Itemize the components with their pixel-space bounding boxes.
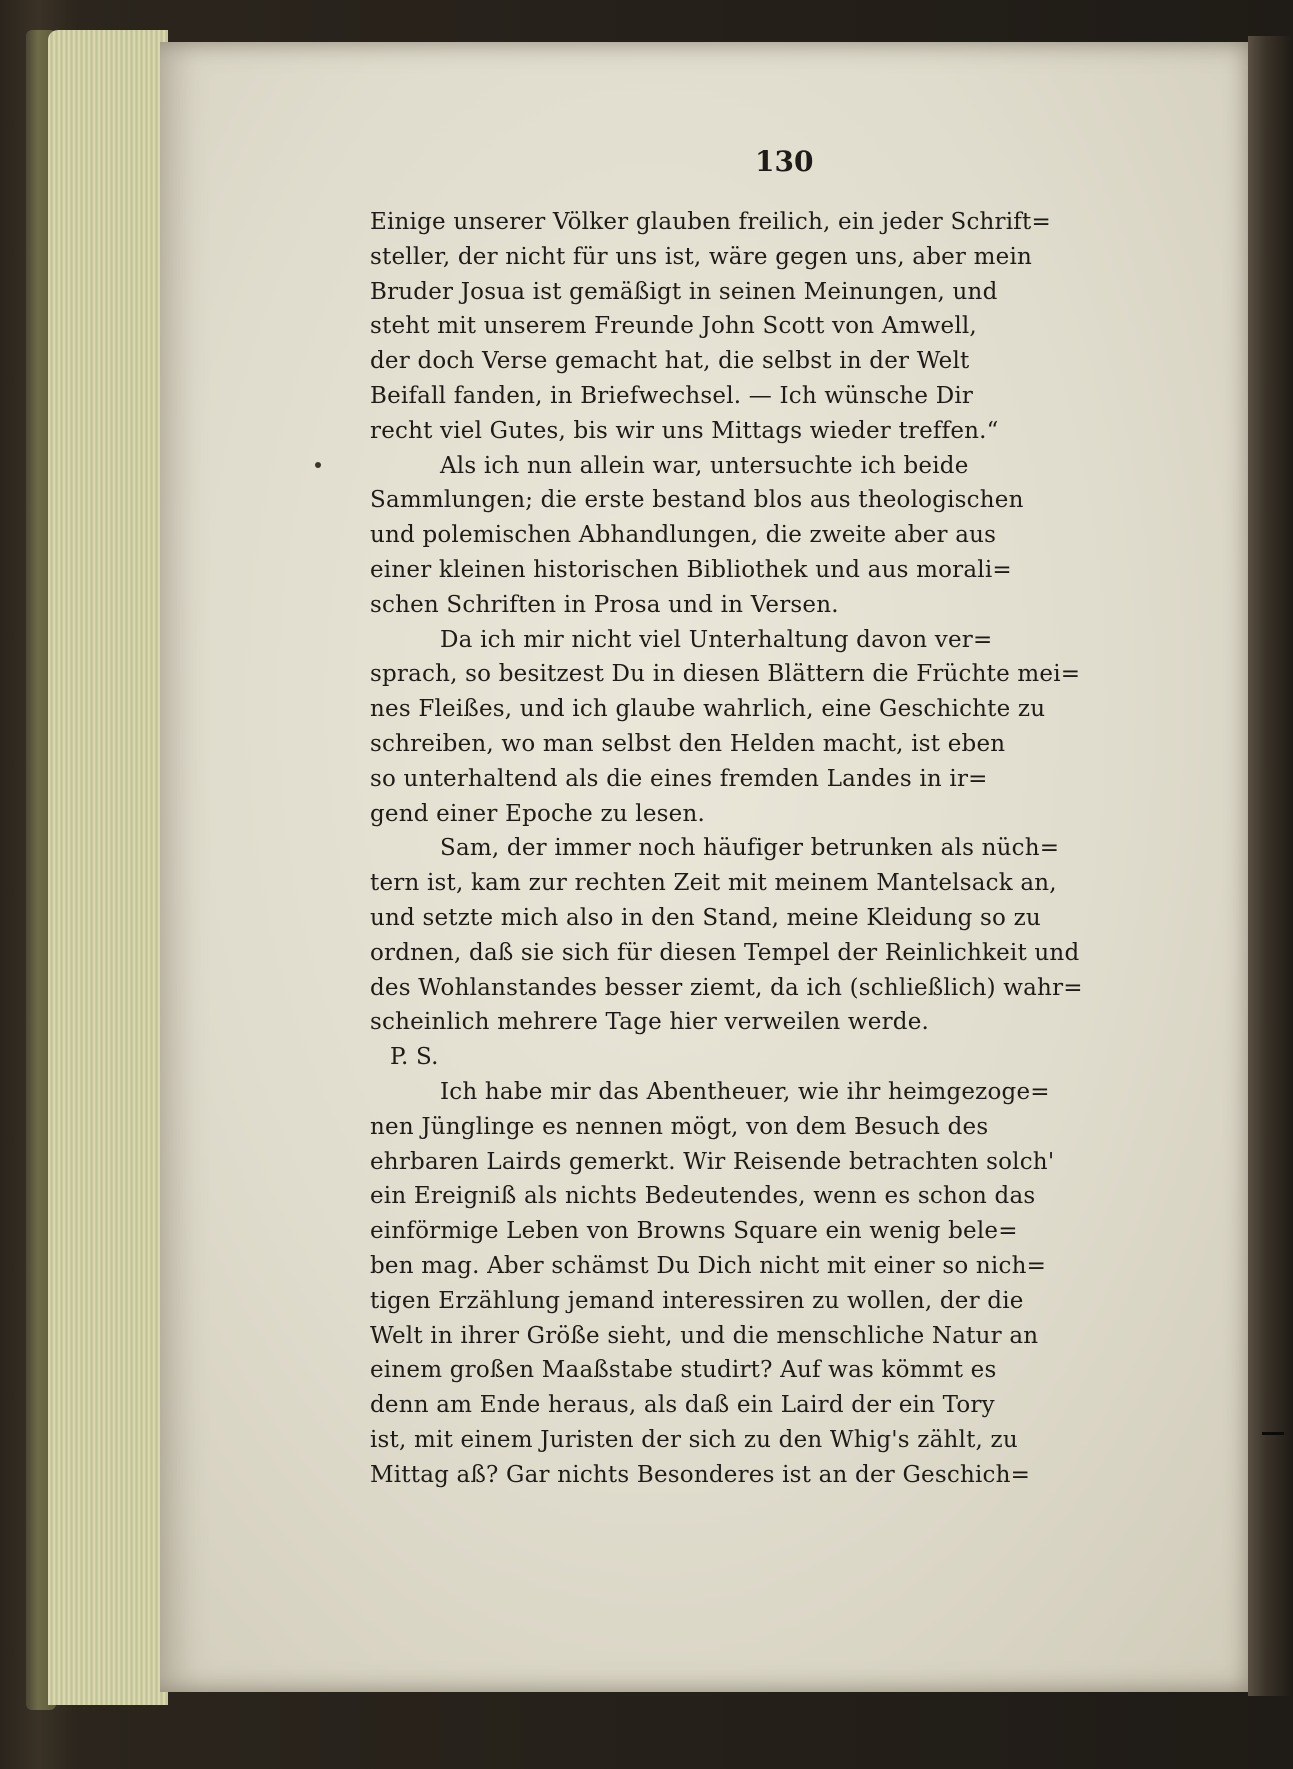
text-line: tern ist, kam zur rechten Zeit mit meinem Mantelsack an,	[370, 870, 1057, 897]
page-number: 130	[755, 145, 814, 178]
text-line: einer kleinen historischen Bibliothek und aus morali=	[370, 556, 1012, 583]
text-line: nes Fleißes, und ich glaube wahrlich, eine Geschichte zu	[370, 696, 1046, 723]
text-line: tigen Erzählung jemand interessiren zu wollen, der die	[370, 1287, 1024, 1314]
body-text	[370, 205, 1190, 1492]
page-edge-mark	[1262, 1432, 1284, 1435]
text-line: Einige unserer Völker glauben freilich, ein jeder Schrift=	[370, 209, 1051, 235]
page-right-shadow	[1248, 36, 1293, 1696]
text-line: ein Ereigniß als nichts Bedeutendes, wenn es schon das	[370, 1183, 1036, 1210]
text-line: Da ich mir nicht viel Unterhaltung davon ver=	[440, 626, 993, 653]
text-line: des Wohlanstandes besser ziemt, da ich (schließlich) wahr=	[370, 974, 1083, 1001]
text-line: und polemischen Abhandlungen, die zweite aber aus	[370, 522, 997, 549]
text-line: nen Jünglinge es nennen mögt, von dem Besuch des	[370, 1113, 989, 1140]
text-line: ist, mit einem Juristen der sich zu den Whig's zählt, zu	[370, 1426, 1018, 1453]
text-line: schen Schriften in Prosa und in Versen.	[370, 591, 839, 618]
text-line: scheinlich mehrere Tage hier verweilen werde.	[370, 1009, 930, 1036]
text-line: Sam, der immer noch häufiger betrunken als nüch=	[440, 835, 1060, 862]
text-line: steht mit unserem Freunde John Scott von Amwell,	[370, 313, 977, 340]
page-stack	[48, 30, 168, 1705]
text-line: ben mag. Aber schämst Du Dich nicht mit einer so nich=	[370, 1252, 1047, 1279]
text-line: Mittag aß? Gar nichts Besonderes ist an der Geschich=	[370, 1461, 1031, 1488]
text-line: ehrbaren Lairds gemerkt. Wir Reisende betrachten solch'	[370, 1148, 1055, 1175]
text-line: so unterhaltend als die eines fremden Landes in ir=	[370, 765, 988, 792]
text-line: Bruder Josua ist gemäßigt in seinen Meinungen, und	[370, 278, 998, 305]
text-line: Welt in ihrer Größe sieht, und die menschliche Natur an	[370, 1322, 1039, 1349]
ink-spot	[315, 462, 321, 468]
text-line: steller, der nicht für uns ist, wäre gegen uns, aber mein	[370, 243, 1033, 270]
text-line: der doch Verse gemacht hat, die selbst in der Welt	[370, 348, 970, 375]
text-line: Beifall fanden, in Briefwechsel. — Ich wünsche Dir	[370, 382, 974, 409]
text-line: recht viel Gutes, bis wir uns Mittags wieder treffen.“	[370, 417, 999, 444]
text-line: schreiben, wo man selbst den Helden macht, ist eben	[370, 730, 1006, 757]
text-line: einem großen Maaßstabe studirt? Auf was kömmt es	[370, 1357, 997, 1384]
text-line: denn am Ende heraus, als daß ein Laird der ein Tory	[370, 1392, 995, 1419]
text-line: sprach, so besitzest Du in diesen Blättern die Früchte mei=	[370, 661, 1081, 688]
postscript-marker: P. S.	[390, 1044, 439, 1071]
text-line: ordnen, daß sie sich für diesen Tempel der Reinlichkeit und	[370, 939, 1080, 966]
text-line: einförmige Leben von Browns Square ein wenig bele=	[370, 1218, 1018, 1245]
text-line: gend einer Epoche zu lesen.	[370, 800, 706, 827]
text-line: Als ich nun allein war, untersuchte ich beide	[440, 452, 969, 479]
text-line: Sammlungen; die erste bestand blos aus theologischen	[370, 487, 1024, 514]
text-line: und setzte mich also in den Stand, meine Kleidung so zu	[370, 904, 1041, 931]
text-line: Ich habe mir das Abentheuer, wie ihr heimgezoge=	[440, 1078, 1050, 1105]
